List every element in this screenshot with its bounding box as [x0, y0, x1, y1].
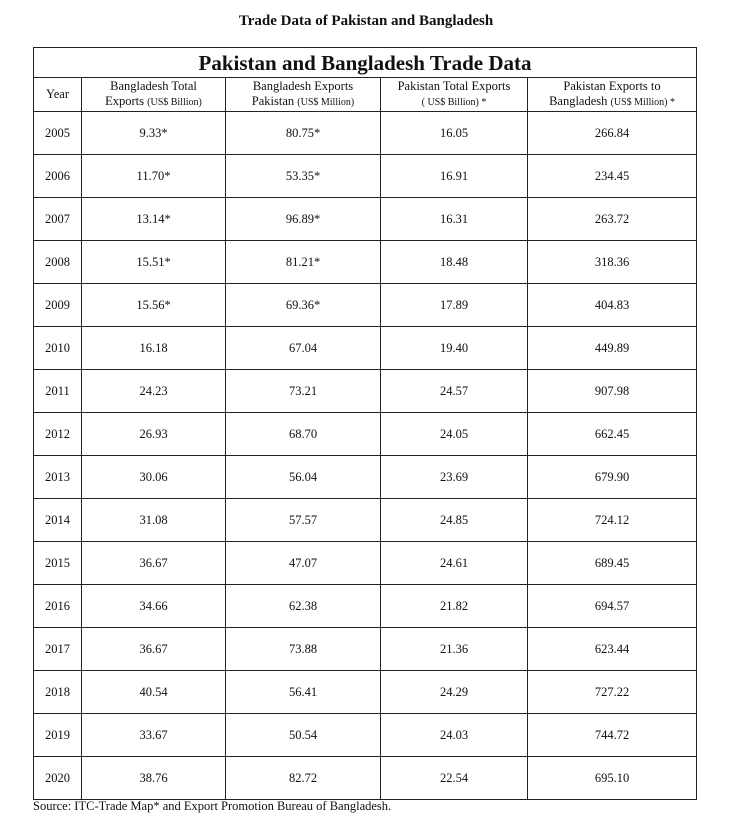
header-label: Bangladesh Exports — [252, 79, 354, 93]
cell-year: 2018 — [34, 671, 82, 714]
cell-bd-total-exports: 13.14* — [82, 198, 226, 241]
cell-year: 2016 — [34, 585, 82, 628]
cell-pk-total-exports: 24.57 — [381, 370, 528, 413]
cell-bd-exports-pakistan: 82.72 — [226, 757, 381, 800]
cell-pk-total-exports: 22.54 — [381, 757, 528, 800]
cell-bd-total-exports: 26.93 — [82, 413, 226, 456]
header-label-line2: Exports — [105, 94, 145, 108]
cell-pk-total-exports: 24.05 — [381, 413, 528, 456]
header-pk-total-exports — [381, 78, 528, 112]
header-unit: ( US$ Billion) * — [421, 97, 487, 108]
table-row — [34, 714, 697, 757]
cell-bd-total-exports: 11.70* — [82, 155, 226, 198]
cell-year: 2019 — [34, 714, 82, 757]
cell-year: 2009 — [34, 284, 82, 327]
cell-year: 2011 — [34, 370, 82, 413]
cell-year: 2013 — [34, 456, 82, 499]
header-label: Pakistan Total Exports — [397, 79, 511, 93]
cell-year: 2006 — [34, 155, 82, 198]
table-row — [34, 284, 697, 327]
cell-pk-total-exports: 17.89 — [381, 284, 528, 327]
cell-pk-exports-bangladesh: 679.90 — [528, 456, 697, 499]
cell-pk-total-exports: 21.36 — [381, 628, 528, 671]
cell-pk-total-exports: 24.61 — [381, 542, 528, 585]
cell-pk-exports-bangladesh: 689.45 — [528, 542, 697, 585]
cell-year: 2005 — [34, 112, 82, 155]
table-row — [34, 413, 697, 456]
cell-bd-total-exports: 9.33* — [82, 112, 226, 155]
cell-pk-exports-bangladesh: 662.45 — [528, 413, 697, 456]
cell-pk-total-exports: 24.03 — [381, 714, 528, 757]
table-row — [34, 671, 697, 714]
cell-bd-total-exports: 24.23 — [82, 370, 226, 413]
cell-year: 2014 — [34, 499, 82, 542]
cell-bd-total-exports: 15.51* — [82, 241, 226, 284]
cell-pk-total-exports: 24.85 — [381, 499, 528, 542]
cell-year: 2007 — [34, 198, 82, 241]
cell-bd-total-exports: 36.67 — [82, 542, 226, 585]
table-row — [34, 327, 697, 370]
cell-year: 2020 — [34, 757, 82, 800]
cell-bd-exports-pakistan: 47.07 — [226, 542, 381, 585]
cell-bd-exports-pakistan: 62.38 — [226, 585, 381, 628]
header-label-line2: Pakistan — [251, 94, 295, 108]
header-label: Year — [45, 87, 70, 101]
header-label: Pakistan Exports to — [563, 79, 661, 93]
cell-pk-exports-bangladesh: 694.57 — [528, 585, 697, 628]
cell-bd-total-exports: 30.06 — [82, 456, 226, 499]
cell-pk-exports-bangladesh: 744.72 — [528, 714, 697, 757]
cell-bd-exports-pakistan: 68.70 — [226, 413, 381, 456]
cell-year: 2010 — [34, 327, 82, 370]
table-header-row — [34, 78, 697, 112]
cell-pk-exports-bangladesh: 724.12 — [528, 499, 697, 542]
cell-pk-exports-bangladesh: 266.84 — [528, 112, 697, 155]
cell-pk-total-exports: 19.40 — [381, 327, 528, 370]
header-pk-exports-bangladesh — [528, 78, 697, 112]
trade-data-table — [33, 47, 697, 800]
cell-pk-total-exports: 16.91 — [381, 155, 528, 198]
header-label: Bangladesh Total — [110, 79, 197, 93]
table-row — [34, 112, 697, 155]
table-row — [34, 198, 697, 241]
table-row — [34, 241, 697, 284]
cell-bd-total-exports: 16.18 — [82, 327, 226, 370]
cell-year: 2012 — [34, 413, 82, 456]
cell-pk-exports-bangladesh: 727.22 — [528, 671, 697, 714]
cell-pk-exports-bangladesh: 449.89 — [528, 327, 697, 370]
cell-bd-exports-pakistan: 73.21 — [226, 370, 381, 413]
cell-pk-total-exports: 21.82 — [381, 585, 528, 628]
table-row — [34, 456, 697, 499]
cell-bd-total-exports: 36.67 — [82, 628, 226, 671]
cell-pk-exports-bangladesh: 907.98 — [528, 370, 697, 413]
cell-bd-exports-pakistan: 69.36* — [226, 284, 381, 327]
cell-bd-total-exports: 40.54 — [82, 671, 226, 714]
cell-pk-total-exports: 16.31 — [381, 198, 528, 241]
cell-bd-exports-pakistan: 50.54 — [226, 714, 381, 757]
table-body — [34, 112, 697, 800]
cell-bd-total-exports: 31.08 — [82, 499, 226, 542]
header-unit: (US$ Million) * — [610, 97, 675, 108]
cell-pk-total-exports: 18.48 — [381, 241, 528, 284]
cell-pk-exports-bangladesh: 318.36 — [528, 241, 697, 284]
cell-bd-total-exports: 38.76 — [82, 757, 226, 800]
cell-bd-total-exports: 15.56* — [82, 284, 226, 327]
source-note: Source: ITC-Trade Map* and Export Promotion Bureau of Bangladesh. — [33, 799, 392, 813]
cell-pk-total-exports: 24.29 — [381, 671, 528, 714]
cell-pk-exports-bangladesh: 404.83 — [528, 284, 697, 327]
table-row — [34, 499, 697, 542]
cell-pk-exports-bangladesh: 695.10 — [528, 757, 697, 800]
cell-year: 2015 — [34, 542, 82, 585]
header-label-line2: Bangladesh — [549, 94, 608, 108]
cell-pk-exports-bangladesh: 263.72 — [528, 198, 697, 241]
header-year — [34, 78, 82, 112]
table-row — [34, 542, 697, 585]
cell-bd-exports-pakistan: 53.35* — [226, 155, 381, 198]
table-row — [34, 370, 697, 413]
cell-bd-exports-pakistan: 56.41 — [226, 671, 381, 714]
cell-bd-exports-pakistan: 81.21* — [226, 241, 381, 284]
cell-bd-exports-pakistan: 96.89* — [226, 198, 381, 241]
cell-pk-exports-bangladesh: 623.44 — [528, 628, 697, 671]
cell-bd-exports-pakistan: 73.88 — [226, 628, 381, 671]
cell-pk-exports-bangladesh: 234.45 — [528, 155, 697, 198]
cell-pk-total-exports: 23.69 — [381, 456, 528, 499]
document-title: Trade Data of Pakistan and Bangladesh — [238, 13, 494, 29]
header-unit: (US$ Million) — [297, 97, 355, 108]
table-banner-title: Pakistan and Bangladesh Trade Data — [34, 48, 697, 78]
cell-bd-exports-pakistan: 57.57 — [226, 499, 381, 542]
cell-year: 2017 — [34, 628, 82, 671]
header-bd-exports-pakistan — [226, 78, 381, 112]
cell-bd-exports-pakistan: 67.04 — [226, 327, 381, 370]
cell-bd-exports-pakistan: 56.04 — [226, 456, 381, 499]
cell-bd-total-exports: 34.66 — [82, 585, 226, 628]
header-bd-total-exports — [82, 78, 226, 112]
cell-bd-exports-pakistan: 80.75* — [226, 112, 381, 155]
table-row — [34, 628, 697, 671]
table-row — [34, 585, 697, 628]
header-unit: (US$ Billion) — [147, 97, 202, 108]
cell-year: 2008 — [34, 241, 82, 284]
table-row — [34, 155, 697, 198]
cell-pk-total-exports: 16.05 — [381, 112, 528, 155]
cell-bd-total-exports: 33.67 — [82, 714, 226, 757]
table-row — [34, 757, 697, 800]
